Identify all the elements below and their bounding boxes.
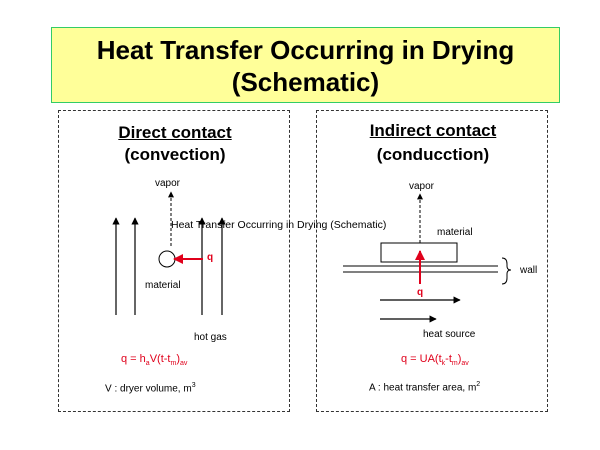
- conduction-subheading: (conducction): [376, 145, 490, 164]
- material-label-right: material: [437, 227, 473, 238]
- dryer-volume-note: V : dryer volume, $m^3$: [105, 382, 196, 395]
- vapor-label-left: vapor: [155, 178, 181, 189]
- hot-gas-label: hot gas: [194, 332, 227, 343]
- wall-label: wall: [520, 265, 538, 276]
- direct-contact-heading: Direct contact: [118, 123, 232, 142]
- title-line-1: Heat Transfer Occurring in Drying: [96, 35, 515, 65]
- conduction-equation: $q = UA(t_k-t_m)_{av}$: [401, 353, 469, 368]
- vapor-label-right: vapor: [409, 181, 435, 192]
- q-label-right: q: [417, 287, 424, 298]
- convection-equation: $q = h_aV(t-t_m)_{av}$: [121, 353, 188, 368]
- overlay-caption: Heat Transfer Occurring in Drying (Schematic): [171, 219, 387, 231]
- indirect-contact-heading: Indirect contact: [369, 121, 497, 140]
- heat-source-label: heat source: [423, 329, 476, 340]
- q-label-left: q: [207, 252, 214, 263]
- material-label-left: material: [145, 280, 181, 291]
- convection-subheading: (convection): [124, 145, 226, 164]
- title-line-2: (Schematic): [231, 67, 380, 97]
- wall-brace: [502, 258, 511, 284]
- material-particle: [159, 251, 175, 267]
- heat-transfer-area-note: A : heat transfer area, $m^2$: [369, 381, 481, 394]
